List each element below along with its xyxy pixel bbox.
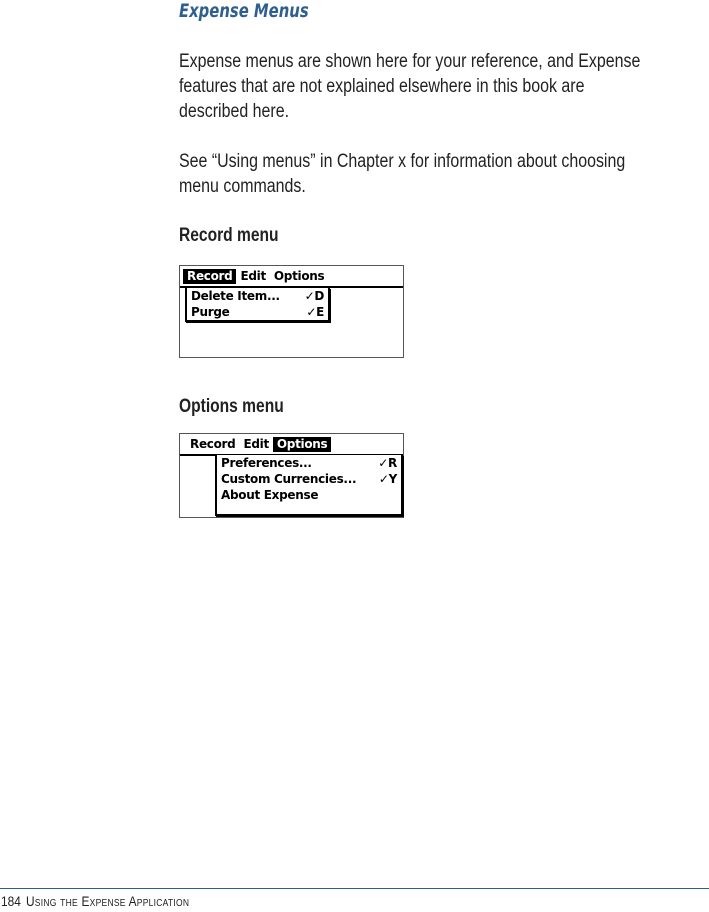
shortcut-label: ✓Y	[378, 472, 397, 486]
see-also-paragraph	[179, 149, 625, 199]
menu-item-label: Custom Currencies...	[221, 472, 357, 486]
text-line: described here.	[179, 101, 290, 122]
menu-item-preferences[interactable]	[217, 455, 401, 471]
options-menu-heading: Options menu	[179, 396, 284, 417]
menu-item-custom-currencies[interactable]	[217, 471, 401, 487]
text-line: menu commands.	[179, 176, 306, 197]
footer-rule	[0, 888, 709, 889]
menu-title-record[interactable]: Record	[183, 269, 236, 284]
menu-item-label: Delete Item...	[191, 289, 280, 303]
shortcut-label: ✓E	[306, 305, 324, 319]
shortcut-label: ✓R	[378, 456, 397, 470]
page-number: 184	[1, 893, 21, 909]
text-line: See “Using menus” in Chapter x for information about choosing	[179, 151, 626, 172]
page-footer	[1, 893, 189, 909]
menu-title-options[interactable]: Options	[273, 269, 325, 283]
menu-item-label: Purge	[191, 305, 230, 319]
menu-title-record[interactable]: Record	[190, 437, 236, 451]
shortcut-label: ✓D	[304, 289, 324, 303]
options-menu-screenshot	[179, 433, 404, 518]
menu-title-options[interactable]: Options	[273, 437, 331, 452]
shortcut-label	[387, 487, 397, 503]
menu-item-delete-item[interactable]	[187, 288, 328, 304]
menu-item-label: About Expense	[221, 488, 319, 502]
menu-item-purge[interactable]	[187, 304, 328, 320]
menu-bar	[186, 437, 331, 452]
running-head: Using the Expense Application	[25, 893, 190, 909]
record-dropdown	[185, 288, 330, 322]
page-title: Expense Menus	[179, 0, 309, 22]
menu-title-edit[interactable]: Edit	[243, 437, 269, 451]
menu-item-about-expense[interactable]	[217, 487, 401, 503]
text-line: features that are not explained elsewhere in this book are	[179, 76, 585, 97]
options-dropdown	[215, 455, 403, 516]
text-line: Expense menus are shown here for your reference, and Expense	[179, 51, 641, 72]
intro-paragraph	[179, 49, 640, 124]
record-menu-screenshot	[179, 265, 404, 358]
menu-bar	[183, 269, 328, 284]
record-menu-heading: Record menu	[179, 225, 279, 246]
menu-item-label: Preferences...	[221, 456, 312, 470]
menu-title-edit[interactable]: Edit	[240, 269, 266, 283]
